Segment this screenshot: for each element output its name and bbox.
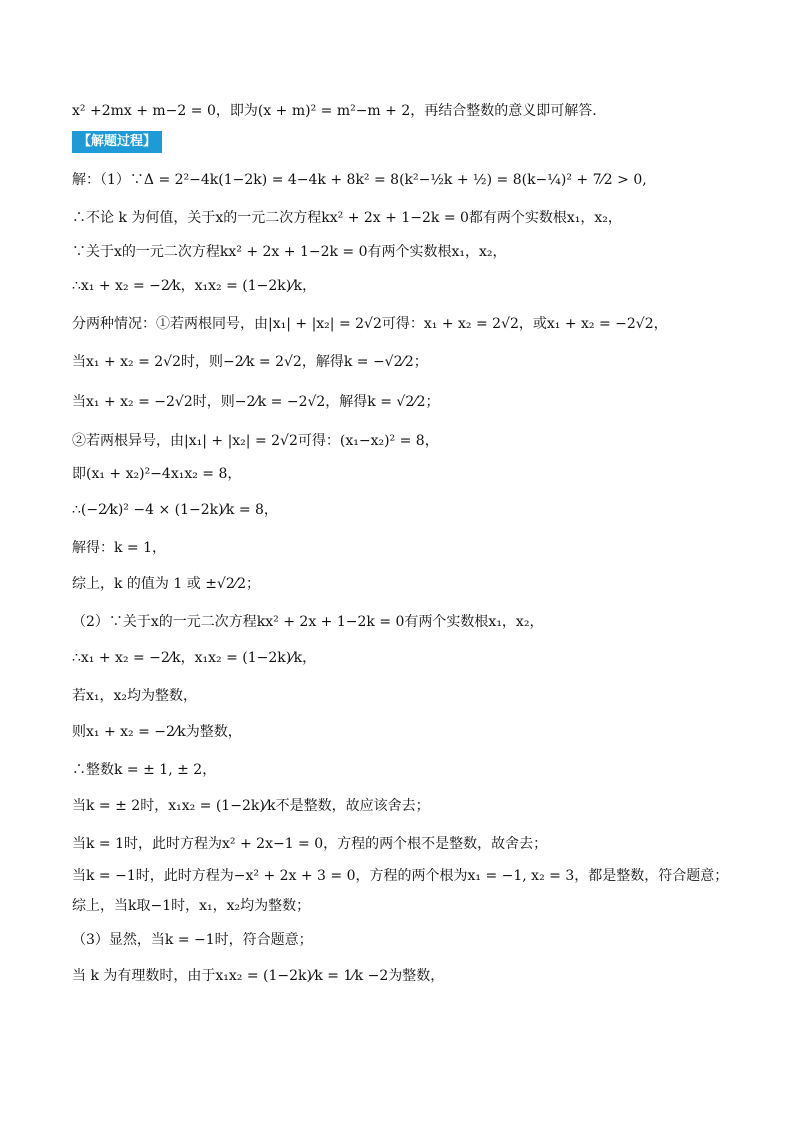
text-line: 则x₁ + x₂ = −2⁄k为整数，	[72, 724, 242, 740]
text-line: 解得：k = 1，	[72, 540, 167, 556]
text-line: 当k = −1时，此时方程为−x² + 2x + 3 = 0，方程的两个根为x₁ = −1, x₂ = 3，都是整数，符合题意；	[72, 868, 729, 884]
text-line: ∴x₁ + x₂ = −2⁄k，x₁x₂ = (1−2k)⁄k，	[72, 650, 317, 666]
text-line: ②若两根异号，由|x₁| + |x₂| = 2√2可得：(x₁−x₂)² = 8，	[72, 433, 439, 449]
text-line: 当x₁ + x₂ = −2√2时，则−2⁄k = −2√2，解得k = √2⁄2；	[72, 394, 440, 410]
text-line: 当k = 1时，此时方程为x² + 2x−1 = 0，方程的两个根不是整数，故舍去；	[72, 836, 548, 852]
text-line: ∴(−2⁄k)² −4 × (1−2k)⁄k = 8，	[72, 502, 278, 518]
section-header-solution: 【解题过程】	[72, 131, 162, 153]
text-line: ∴整数k = ± 1, ± 2，	[72, 762, 217, 778]
text-line: 综上，k 的值为 1 或 ±√2⁄2；	[72, 576, 260, 592]
text-line: ∴不论 k 为何值，关于x的一元二次方程kx² + 2x + 1−2k = 0都有两个实数根x₁，x₂，	[72, 210, 622, 226]
text-line: x² +2mx + m−2 = 0，即为(x + m)² = m²−m + 2，再结合整数的意义即可解答.	[72, 103, 597, 119]
text-line: 即(x₁ + x₂)²−4x₁x₂ = 8，	[72, 466, 242, 482]
text-line: （3）显然，当k = −1时，符合题意；	[72, 932, 313, 948]
text-line: 若x₁，x₂均为整数，	[72, 688, 198, 704]
text-line: ∵关于x的一元二次方程kx² + 2x + 1−2k = 0有两个实数根x₁，x₂，	[72, 244, 507, 260]
text-line: 解：（1）∵Δ = 2²−4k(1−2k) = 4−4k + 8k² = 8(k²−½k + ½) = 8(k−¼)² + 7⁄2 > 0,	[72, 172, 647, 188]
text-line: 当 k 为有理数时，由于x₁x₂ = (1−2k)⁄k = 1⁄k −2为整数，	[72, 968, 445, 984]
text-line: ∴x₁ + x₂ = −2⁄k，x₁x₂ = (1−2k)⁄k，	[72, 278, 317, 294]
text-line: （2）∵关于x的一元二次方程kx² + 2x + 1−2k = 0有两个实数根x₁，x₂，	[72, 614, 544, 630]
text-line: 当x₁ + x₂ = 2√2时，则−2⁄k = 2√2，解得k = −√2⁄2；	[72, 354, 428, 370]
text-line: 综上，当k取−1时，x₁，x₂均为整数；	[72, 898, 311, 914]
text-line: 分两种情况：①若两根同号，由|x₁| + |x₂| = 2√2可得：x₁ + x₂ = 2√2，或x₁ + x₂ = −2√2，	[72, 316, 668, 332]
text-line: 当k = ± 2时，x₁x₂ = (1−2k)⁄k不是整数，故应该舍去；	[72, 798, 430, 814]
